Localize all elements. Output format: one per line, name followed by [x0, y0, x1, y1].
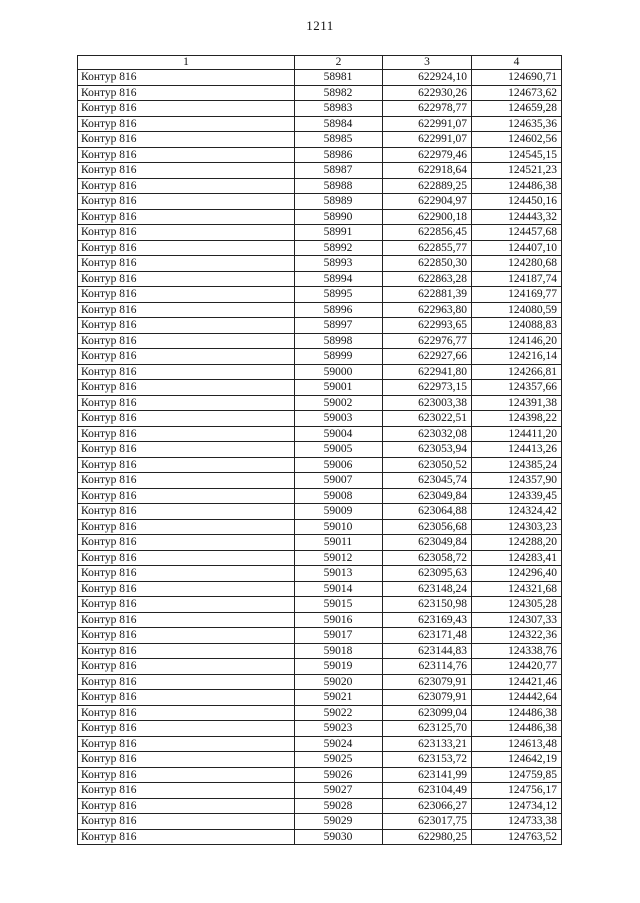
point-number-cell: 59011	[295, 535, 383, 551]
point-number-cell: 58985	[295, 132, 383, 148]
contour-name-cell: Контур 816	[78, 736, 295, 752]
table-row	[78, 364, 562, 380]
x-coordinate-cell: 622973,15	[383, 380, 472, 396]
table-row	[78, 147, 562, 163]
table-row	[78, 101, 562, 117]
y-coordinate-cell: 124659,28	[472, 101, 562, 117]
y-coordinate-cell: 124413,26	[472, 442, 562, 458]
x-coordinate-cell: 622856,45	[383, 225, 472, 241]
x-coordinate-cell: 623099,04	[383, 705, 472, 721]
x-coordinate-cell: 623058,72	[383, 550, 472, 566]
contour-name-cell: Контур 816	[78, 302, 295, 318]
table-row	[78, 612, 562, 628]
contour-name-cell: Контур 816	[78, 674, 295, 690]
contour-name-cell: Контур 816	[78, 829, 295, 845]
x-coordinate-cell: 623079,91	[383, 674, 472, 690]
point-number-cell: 59023	[295, 721, 383, 737]
table-row	[78, 318, 562, 334]
column-header: 1	[78, 56, 295, 70]
contour-name-cell: Контур 816	[78, 287, 295, 303]
y-coordinate-cell: 124759,85	[472, 767, 562, 783]
table-row	[78, 690, 562, 706]
point-number-cell: 58996	[295, 302, 383, 318]
table-row	[78, 736, 562, 752]
table-row	[78, 395, 562, 411]
table-row	[78, 333, 562, 349]
x-coordinate-cell: 623148,24	[383, 581, 472, 597]
contour-name-cell: Контур 816	[78, 597, 295, 613]
y-coordinate-cell: 124266,81	[472, 364, 562, 380]
x-coordinate-cell: 623171,48	[383, 628, 472, 644]
contour-name-cell: Контур 816	[78, 659, 295, 675]
point-number-cell: 58989	[295, 194, 383, 210]
table-row	[78, 721, 562, 737]
x-coordinate-cell: 622941,80	[383, 364, 472, 380]
point-number-cell: 59001	[295, 380, 383, 396]
y-coordinate-cell: 124385,24	[472, 457, 562, 473]
y-coordinate-cell: 124450,16	[472, 194, 562, 210]
y-coordinate-cell: 124146,20	[472, 333, 562, 349]
point-number-cell: 59010	[295, 519, 383, 535]
table-row	[78, 566, 562, 582]
table-row	[78, 783, 562, 799]
point-number-cell: 59007	[295, 473, 383, 489]
point-number-cell: 58992	[295, 240, 383, 256]
table-row	[78, 767, 562, 783]
x-coordinate-cell: 623032,08	[383, 426, 472, 442]
page-number: 1211	[306, 18, 334, 33]
y-coordinate-cell: 124187,74	[472, 271, 562, 287]
y-coordinate-cell: 124442,64	[472, 690, 562, 706]
point-number-cell: 59019	[295, 659, 383, 675]
contour-name-cell: Контур 816	[78, 457, 295, 473]
y-coordinate-cell: 124303,23	[472, 519, 562, 535]
table-row	[78, 550, 562, 566]
table-row	[78, 132, 562, 148]
table-row	[78, 380, 562, 396]
table-row	[78, 504, 562, 520]
contour-name-cell: Контур 816	[78, 209, 295, 225]
contour-name-cell: Контур 816	[78, 318, 295, 334]
contour-name-cell: Контур 816	[78, 721, 295, 737]
contour-name-cell: Контур 816	[78, 70, 295, 86]
y-coordinate-cell: 124391,38	[472, 395, 562, 411]
table-row	[78, 519, 562, 535]
contour-name-cell: Контур 816	[78, 705, 295, 721]
table-row	[78, 628, 562, 644]
y-coordinate-cell: 124216,14	[472, 349, 562, 365]
x-coordinate-cell: 622930,26	[383, 85, 472, 101]
point-number-cell: 59015	[295, 597, 383, 613]
table-row	[78, 814, 562, 830]
table-row	[78, 116, 562, 132]
point-number-cell: 59006	[295, 457, 383, 473]
table-row	[78, 209, 562, 225]
point-number-cell: 58988	[295, 178, 383, 194]
point-number-cell: 59004	[295, 426, 383, 442]
contour-name-cell: Контур 816	[78, 628, 295, 644]
point-number-cell: 58986	[295, 147, 383, 163]
contour-name-cell: Контур 816	[78, 690, 295, 706]
y-coordinate-cell: 124305,28	[472, 597, 562, 613]
point-number-cell: 59020	[295, 674, 383, 690]
y-coordinate-cell: 124080,59	[472, 302, 562, 318]
x-coordinate-cell: 622924,10	[383, 70, 472, 86]
point-number-cell: 59029	[295, 814, 383, 830]
y-coordinate-cell: 124421,46	[472, 674, 562, 690]
point-number-cell: 58999	[295, 349, 383, 365]
table-row	[78, 705, 562, 721]
contour-name-cell: Контур 816	[78, 101, 295, 117]
contour-name-cell: Контур 816	[78, 349, 295, 365]
table-row	[78, 581, 562, 597]
contour-name-cell: Контур 816	[78, 798, 295, 814]
contour-name-cell: Контур 816	[78, 752, 295, 768]
x-coordinate-cell: 623064,88	[383, 504, 472, 520]
column-header: 2	[295, 56, 383, 70]
table-row	[78, 302, 562, 318]
contour-name-cell: Контур 816	[78, 814, 295, 830]
contour-name-cell: Контур 816	[78, 271, 295, 287]
y-coordinate-cell: 124288,20	[472, 535, 562, 551]
x-coordinate-cell: 623017,75	[383, 814, 472, 830]
contour-name-cell: Контур 816	[78, 504, 295, 520]
y-coordinate-cell: 124280,68	[472, 256, 562, 272]
x-coordinate-cell: 623114,76	[383, 659, 472, 675]
y-coordinate-cell: 124545,15	[472, 147, 562, 163]
point-number-cell: 59002	[295, 395, 383, 411]
x-coordinate-cell: 622904,97	[383, 194, 472, 210]
table-row	[78, 643, 562, 659]
y-coordinate-cell: 124088,83	[472, 318, 562, 334]
table-row	[78, 488, 562, 504]
y-coordinate-cell: 124521,23	[472, 163, 562, 179]
x-coordinate-cell: 623066,27	[383, 798, 472, 814]
x-coordinate-cell: 622863,28	[383, 271, 472, 287]
contour-name-cell: Контур 816	[78, 178, 295, 194]
x-coordinate-cell: 622927,66	[383, 349, 472, 365]
point-number-cell: 58998	[295, 333, 383, 349]
point-number-cell: 58982	[295, 85, 383, 101]
point-number-cell: 59014	[295, 581, 383, 597]
table-row	[78, 798, 562, 814]
y-coordinate-cell: 124486,38	[472, 178, 562, 194]
table-body	[78, 70, 562, 845]
point-number-cell: 59008	[295, 488, 383, 504]
x-coordinate-cell: 623150,98	[383, 597, 472, 613]
y-coordinate-cell: 124734,12	[472, 798, 562, 814]
y-coordinate-cell: 124339,45	[472, 488, 562, 504]
contour-name-cell: Контур 816	[78, 85, 295, 101]
point-number-cell: 59012	[295, 550, 383, 566]
point-number-cell: 58984	[295, 116, 383, 132]
table-row	[78, 457, 562, 473]
point-number-cell: 59024	[295, 736, 383, 752]
point-number-cell: 59017	[295, 628, 383, 644]
x-coordinate-cell: 623056,68	[383, 519, 472, 535]
table-row	[78, 674, 562, 690]
x-coordinate-cell: 623153,72	[383, 752, 472, 768]
x-coordinate-cell: 623022,51	[383, 411, 472, 427]
table-row	[78, 70, 562, 86]
y-coordinate-cell: 124486,38	[472, 721, 562, 737]
table-row	[78, 411, 562, 427]
contour-name-cell: Контур 816	[78, 147, 295, 163]
contour-name-cell: Контур 816	[78, 333, 295, 349]
table-row	[78, 442, 562, 458]
contour-name-cell: Контур 816	[78, 116, 295, 132]
contour-name-cell: Контур 816	[78, 643, 295, 659]
y-coordinate-cell: 124756,17	[472, 783, 562, 799]
x-coordinate-cell: 622881,39	[383, 287, 472, 303]
y-coordinate-cell: 124763,52	[472, 829, 562, 845]
x-coordinate-cell: 623141,99	[383, 767, 472, 783]
contour-name-cell: Контур 816	[78, 163, 295, 179]
y-coordinate-cell: 124324,42	[472, 504, 562, 520]
point-number-cell: 58995	[295, 287, 383, 303]
x-coordinate-cell: 623053,94	[383, 442, 472, 458]
y-coordinate-cell: 124673,62	[472, 85, 562, 101]
y-coordinate-cell: 124398,22	[472, 411, 562, 427]
x-coordinate-cell: 622889,25	[383, 178, 472, 194]
contour-name-cell: Контур 816	[78, 566, 295, 582]
table-row	[78, 225, 562, 241]
point-number-cell: 58997	[295, 318, 383, 334]
y-coordinate-cell: 124642,19	[472, 752, 562, 768]
x-coordinate-cell: 623104,49	[383, 783, 472, 799]
point-number-cell: 59016	[295, 612, 383, 628]
contour-name-cell: Контур 816	[78, 488, 295, 504]
contour-name-cell: Контур 816	[78, 767, 295, 783]
x-coordinate-cell: 622993,65	[383, 318, 472, 334]
contour-name-cell: Контур 816	[78, 132, 295, 148]
x-coordinate-cell: 623049,84	[383, 488, 472, 504]
x-coordinate-cell: 622991,07	[383, 132, 472, 148]
contour-name-cell: Контур 816	[78, 256, 295, 272]
point-number-cell: 59026	[295, 767, 383, 783]
contour-name-cell: Контур 816	[78, 550, 295, 566]
table-row	[78, 194, 562, 210]
point-number-cell: 58987	[295, 163, 383, 179]
contour-name-cell: Контур 816	[78, 535, 295, 551]
table-header-row	[78, 56, 562, 70]
table-row	[78, 535, 562, 551]
contour-name-cell: Контур 816	[78, 473, 295, 489]
y-coordinate-cell: 124420,77	[472, 659, 562, 675]
y-coordinate-cell: 124411,20	[472, 426, 562, 442]
point-number-cell: 59013	[295, 566, 383, 582]
y-coordinate-cell: 124602,56	[472, 132, 562, 148]
contour-name-cell: Контур 816	[78, 426, 295, 442]
contour-name-cell: Контур 816	[78, 411, 295, 427]
table-row	[78, 287, 562, 303]
y-coordinate-cell: 124296,40	[472, 566, 562, 582]
coordinates-table	[77, 55, 562, 845]
x-coordinate-cell: 622979,46	[383, 147, 472, 163]
x-coordinate-cell: 623125,70	[383, 721, 472, 737]
y-coordinate-cell: 124486,38	[472, 705, 562, 721]
point-number-cell: 59009	[295, 504, 383, 520]
x-coordinate-cell: 623003,38	[383, 395, 472, 411]
table-row	[78, 752, 562, 768]
contour-name-cell: Контур 816	[78, 612, 295, 628]
point-number-cell: 59003	[295, 411, 383, 427]
contour-name-cell: Контур 816	[78, 240, 295, 256]
table-row	[78, 85, 562, 101]
table-row	[78, 163, 562, 179]
y-coordinate-cell: 124283,41	[472, 550, 562, 566]
y-coordinate-cell: 124635,36	[472, 116, 562, 132]
x-coordinate-cell: 623050,52	[383, 457, 472, 473]
y-coordinate-cell: 124690,71	[472, 70, 562, 86]
x-coordinate-cell: 622963,80	[383, 302, 472, 318]
point-number-cell: 59025	[295, 752, 383, 768]
table-row	[78, 240, 562, 256]
point-number-cell: 58993	[295, 256, 383, 272]
contour-name-cell: Контур 816	[78, 395, 295, 411]
point-number-cell: 58990	[295, 209, 383, 225]
point-number-cell: 59028	[295, 798, 383, 814]
table-row	[78, 473, 562, 489]
y-coordinate-cell: 124357,66	[472, 380, 562, 396]
y-coordinate-cell: 124307,33	[472, 612, 562, 628]
x-coordinate-cell: 623169,43	[383, 612, 472, 628]
y-coordinate-cell: 124407,10	[472, 240, 562, 256]
x-coordinate-cell: 623049,84	[383, 535, 472, 551]
x-coordinate-cell: 622980,25	[383, 829, 472, 845]
y-coordinate-cell: 124338,76	[472, 643, 562, 659]
column-header: 3	[383, 56, 472, 70]
contour-name-cell: Контур 816	[78, 364, 295, 380]
contour-name-cell: Контур 816	[78, 783, 295, 799]
x-coordinate-cell: 623079,91	[383, 690, 472, 706]
point-number-cell: 59005	[295, 442, 383, 458]
contour-name-cell: Контур 816	[78, 581, 295, 597]
point-number-cell: 58994	[295, 271, 383, 287]
y-coordinate-cell: 124733,38	[472, 814, 562, 830]
y-coordinate-cell: 124457,68	[472, 225, 562, 241]
x-coordinate-cell: 622850,30	[383, 256, 472, 272]
x-coordinate-cell: 623095,63	[383, 566, 472, 582]
point-number-cell: 59018	[295, 643, 383, 659]
contour-name-cell: Контур 816	[78, 519, 295, 535]
contour-name-cell: Контур 816	[78, 380, 295, 396]
x-coordinate-cell: 622991,07	[383, 116, 472, 132]
table-row	[78, 178, 562, 194]
x-coordinate-cell: 622900,18	[383, 209, 472, 225]
point-number-cell: 59027	[295, 783, 383, 799]
table-row	[78, 829, 562, 845]
x-coordinate-cell: 623045,74	[383, 473, 472, 489]
point-number-cell: 59030	[295, 829, 383, 845]
table-row	[78, 426, 562, 442]
contour-name-cell: Контур 816	[78, 442, 295, 458]
point-number-cell: 58983	[295, 101, 383, 117]
table-row	[78, 256, 562, 272]
point-number-cell: 59022	[295, 705, 383, 721]
point-number-cell: 58991	[295, 225, 383, 241]
point-number-cell: 58981	[295, 70, 383, 86]
contour-name-cell: Контур 816	[78, 225, 295, 241]
y-coordinate-cell: 124443,32	[472, 209, 562, 225]
table-row	[78, 659, 562, 675]
y-coordinate-cell: 124322,36	[472, 628, 562, 644]
x-coordinate-cell: 623133,21	[383, 736, 472, 752]
y-coordinate-cell: 124321,68	[472, 581, 562, 597]
x-coordinate-cell: 622918,64	[383, 163, 472, 179]
y-coordinate-cell: 124357,90	[472, 473, 562, 489]
table-row	[78, 349, 562, 365]
x-coordinate-cell: 622976,77	[383, 333, 472, 349]
point-number-cell: 59021	[295, 690, 383, 706]
x-coordinate-cell: 622978,77	[383, 101, 472, 117]
x-coordinate-cell: 622855,77	[383, 240, 472, 256]
table-row	[78, 597, 562, 613]
y-coordinate-cell: 124613,48	[472, 736, 562, 752]
x-coordinate-cell: 623144,83	[383, 643, 472, 659]
table-row	[78, 271, 562, 287]
y-coordinate-cell: 124169,77	[472, 287, 562, 303]
column-header: 4	[472, 56, 562, 70]
contour-name-cell: Контур 816	[78, 194, 295, 210]
point-number-cell: 59000	[295, 364, 383, 380]
